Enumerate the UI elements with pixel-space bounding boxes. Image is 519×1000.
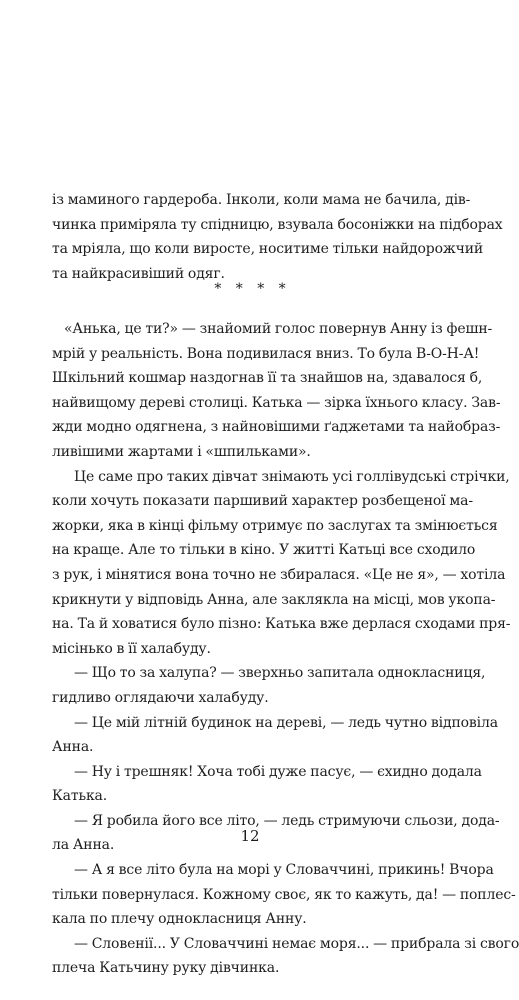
text-line: — Словенії... У Словаччині немає моря... — прибрала зі свого [74,935,519,952]
text-line: ла Анна. [52,837,115,854]
text-line: гидливо оглядаючи халабуду. [52,689,269,706]
text-line: жорки, яка в кінці фільму отримує по заслугах та змінюється [52,517,498,534]
text-line: Катька. [52,788,108,805]
text-line: Анна. [52,739,94,756]
text-line: плеча Катьчину руку дівчинка. [52,960,280,977]
text-line: на. Та й ховатися було пізно: Катька вже дерлася сходами пря- [52,616,511,633]
text-line: мрій у реальність. Вона подивилася вниз. То була В-О-Н-А! [52,345,480,362]
text-line: кала по плечу однокласниця Анну. [52,911,307,928]
text-line: — Це мій літній будинок на дереві, — ледь чутно відповіла [74,714,498,731]
text-line: найвищому дереві столиці. Катька — зірка їхнього класу. Зав- [52,394,501,411]
text-line: Шкільний кошмар наздогнав її та знайшов на, здавалося б, [52,370,483,387]
paragraph-block-main [52,317,519,981]
section-separator: * * * * [214,281,286,297]
text-line: «Анька, це ти?» — знайомий голос повернув Анну із фешн- [64,321,493,337]
text-line: із маминого гардероба. Інколи, коли мама не бачила, дів- [52,192,471,208]
text-line: коли хочуть показати паршивий характер розбещеної ма- [52,493,473,510]
text-line: крикнути у відповідь Анна, але заклякла на місці, мов укопа- [52,591,496,608]
text-line: чинка приміряла ту спідницю, взувала босоніжки на підборах [52,216,503,233]
text-line: на краще. Але то тільки в кіно. У житті Катьці все сходило [52,542,476,559]
page-number: 12 [240,827,260,845]
text-line: — Що то за халупа? — зверхньо запитала однокласниця, [74,665,486,682]
paragraph-block-top [52,188,503,286]
text-line: тільки повернулася. Кожному своє, як то кажуть, да! — поплес- [52,886,516,903]
text-line: — Ну і трешняк! Хоча тобі дуже пасує, — єхидно додала [74,763,482,780]
text-line: місінько в її халабуду. [52,640,211,657]
text-line: Це саме про таких дівчат знімають усі голлівудські стрічки, [74,468,510,485]
text-line: жди модно одягнена, з найновішими ґаджетами та найобраз- [52,419,501,436]
text-line: ливішими жартами і «шпильками». [52,443,311,460]
text-line: — А я все літо була на морі у Словаччині, прикинь! Вчора [74,862,494,879]
text-line: та мріяла, що коли виросте, носитиме тільки найдорожчий [52,241,484,258]
text-line: та найкрасивіший одяг. [52,265,225,282]
text-line: з рук, і мінятися вона точно не збиралася. «Це не я», — хотіла [52,566,506,583]
text-line: — Я робила його все літо, — ледь стримуючи сльози, дода- [74,812,500,829]
